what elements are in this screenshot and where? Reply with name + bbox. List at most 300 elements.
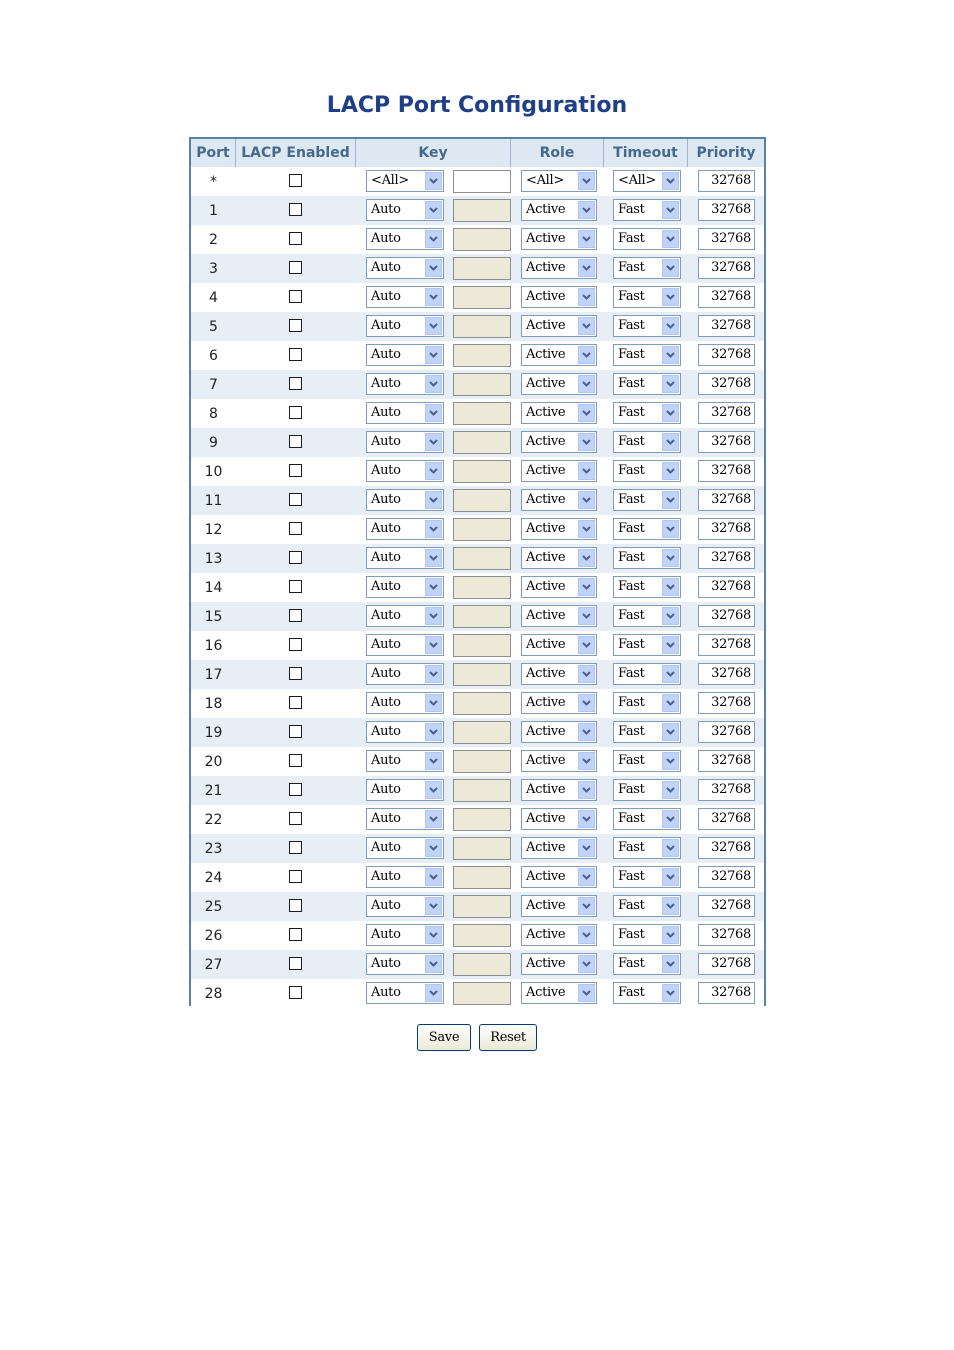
chevron-down-icon[interactable] xyxy=(662,723,679,741)
timeout-select[interactable] xyxy=(613,257,681,279)
key-value-input[interactable] xyxy=(453,924,511,947)
chevron-down-icon[interactable] xyxy=(578,839,595,857)
chevron-down-icon[interactable] xyxy=(425,868,442,886)
chevron-down-icon[interactable] xyxy=(578,288,595,306)
key-select[interactable] xyxy=(366,721,444,743)
chevron-down-icon[interactable] xyxy=(425,259,442,277)
timeout-select[interactable] xyxy=(613,866,681,888)
chevron-down-icon[interactable] xyxy=(662,810,679,828)
key-select[interactable] xyxy=(366,518,444,540)
key-value-input[interactable] xyxy=(453,315,511,338)
port-number: 16 xyxy=(204,638,223,654)
chevron-down-icon[interactable] xyxy=(425,404,442,422)
lacp-enabled-checkbox[interactable] xyxy=(289,725,302,738)
chevron-down-icon[interactable] xyxy=(578,723,595,741)
chevron-down-icon[interactable] xyxy=(662,955,679,973)
priority-input[interactable]: 32768 xyxy=(698,953,755,975)
chevron-down-icon[interactable] xyxy=(662,288,679,306)
priority-input[interactable]: 32768 xyxy=(698,228,755,250)
chevron-down-icon[interactable] xyxy=(578,955,595,973)
role-select[interactable] xyxy=(521,837,597,859)
key-value-input[interactable] xyxy=(453,953,511,976)
priority-input[interactable]: 32768 xyxy=(698,663,755,685)
timeout-select[interactable] xyxy=(613,199,681,221)
key-select-value: Auto xyxy=(371,434,401,449)
key-select[interactable] xyxy=(366,692,444,714)
role-select[interactable] xyxy=(521,228,597,250)
key-value-input[interactable] xyxy=(453,779,511,802)
priority-input[interactable]: 32768 xyxy=(698,547,755,569)
priority-input[interactable]: 32768 xyxy=(698,460,755,482)
chevron-down-icon[interactable] xyxy=(662,375,679,393)
chevron-down-icon[interactable] xyxy=(425,665,442,683)
timeout-select[interactable] xyxy=(613,721,681,743)
role-select[interactable] xyxy=(521,953,597,975)
role-select[interactable] xyxy=(521,982,597,1004)
chevron-down-icon[interactable] xyxy=(662,897,679,915)
chevron-down-icon[interactable] xyxy=(662,317,679,335)
priority-input[interactable]: 32768 xyxy=(698,808,755,830)
port-number: 27 xyxy=(204,957,223,973)
key-value-input[interactable] xyxy=(453,228,511,251)
key-select-value: Auto xyxy=(371,550,401,565)
role-select[interactable] xyxy=(521,402,597,424)
key-select[interactable] xyxy=(366,924,444,946)
priority-input[interactable]: 32768 xyxy=(698,866,755,888)
role-select[interactable] xyxy=(521,518,597,540)
key-select[interactable] xyxy=(366,402,444,424)
role-select[interactable] xyxy=(521,634,597,656)
role-select-value: Active xyxy=(526,753,566,768)
timeout-select[interactable] xyxy=(613,895,681,917)
timeout-select[interactable] xyxy=(613,692,681,714)
chevron-down-icon[interactable] xyxy=(425,288,442,306)
key-value-input[interactable] xyxy=(453,460,511,483)
timeout-select[interactable] xyxy=(613,489,681,511)
priority-input[interactable]: 32768 xyxy=(698,344,755,366)
key-value-input[interactable] xyxy=(453,431,511,454)
priority-input[interactable]: 32768 xyxy=(698,895,755,917)
key-select[interactable] xyxy=(366,228,444,250)
chevron-down-icon[interactable] xyxy=(425,201,442,219)
chevron-down-icon[interactable] xyxy=(662,462,679,480)
chevron-down-icon[interactable] xyxy=(662,607,679,625)
lacp-enabled-checkbox[interactable] xyxy=(289,754,302,767)
key-select[interactable] xyxy=(366,605,444,627)
lacp-enabled-checkbox[interactable] xyxy=(289,551,302,564)
role-select[interactable] xyxy=(521,866,597,888)
lacp-enabled-checkbox[interactable] xyxy=(289,435,302,448)
chevron-down-icon[interactable] xyxy=(578,549,595,567)
timeout-select[interactable] xyxy=(613,605,681,627)
key-select[interactable] xyxy=(366,837,444,859)
lacp-enabled-checkbox[interactable] xyxy=(289,928,302,941)
chevron-down-icon[interactable] xyxy=(662,839,679,857)
role-select[interactable] xyxy=(521,315,597,337)
chevron-down-icon[interactable] xyxy=(425,926,442,944)
key-value-input[interactable] xyxy=(453,257,511,280)
table-row xyxy=(191,457,764,486)
key-select[interactable] xyxy=(366,257,444,279)
role-select[interactable] xyxy=(521,257,597,279)
timeout-select[interactable] xyxy=(613,286,681,308)
header-priority: Priority xyxy=(696,145,756,161)
priority-input[interactable]: 32768 xyxy=(698,315,755,337)
role-select-value: Active xyxy=(526,463,566,478)
priority-input[interactable]: 32768 xyxy=(698,170,755,192)
chevron-down-icon[interactable] xyxy=(578,607,595,625)
key-value-input[interactable] xyxy=(453,837,511,860)
reset-button[interactable]: Reset xyxy=(479,1024,537,1051)
lacp-enabled-checkbox[interactable] xyxy=(289,464,302,477)
lacp-enabled-checkbox[interactable] xyxy=(289,348,302,361)
chevron-down-icon[interactable] xyxy=(578,578,595,596)
chevron-down-icon[interactable] xyxy=(425,752,442,770)
priority-input[interactable]: 32768 xyxy=(698,837,755,859)
priority-input[interactable]: 32768 xyxy=(698,750,755,772)
port-number: 18 xyxy=(204,696,223,712)
table-row xyxy=(191,602,764,631)
timeout-select[interactable] xyxy=(613,779,681,801)
key-value-input[interactable] xyxy=(453,692,511,715)
timeout-select[interactable] xyxy=(613,547,681,569)
role-select[interactable] xyxy=(521,663,597,685)
key-value-input[interactable] xyxy=(453,402,511,425)
chevron-down-icon[interactable] xyxy=(425,520,442,538)
priority-input[interactable]: 32768 xyxy=(698,518,755,540)
chevron-down-icon[interactable] xyxy=(578,781,595,799)
lacp-enabled-checkbox[interactable] xyxy=(289,783,302,796)
port-number: 12 xyxy=(204,522,223,538)
key-select[interactable] xyxy=(366,373,444,395)
timeout-select[interactable] xyxy=(613,315,681,337)
chevron-down-icon[interactable] xyxy=(578,172,595,190)
chevron-down-icon[interactable] xyxy=(425,462,442,480)
chevron-down-icon[interactable] xyxy=(425,433,442,451)
chevron-down-icon[interactable] xyxy=(425,230,442,248)
key-select[interactable] xyxy=(366,663,444,685)
chevron-down-icon[interactable] xyxy=(662,868,679,886)
role-select[interactable] xyxy=(521,924,597,946)
port-number: 3 xyxy=(209,261,218,277)
chevron-down-icon[interactable] xyxy=(578,636,595,654)
key-select[interactable] xyxy=(366,634,444,656)
role-select[interactable] xyxy=(521,344,597,366)
key-select[interactable] xyxy=(366,199,444,221)
key-select[interactable] xyxy=(366,808,444,830)
chevron-down-icon[interactable] xyxy=(662,665,679,683)
priority-input[interactable]: 32768 xyxy=(698,982,755,1004)
chevron-down-icon[interactable] xyxy=(578,897,595,915)
key-select[interactable] xyxy=(366,866,444,888)
port-number: 20 xyxy=(204,754,223,770)
key-value-input[interactable] xyxy=(453,489,511,512)
key-value-input[interactable] xyxy=(453,286,511,309)
chevron-down-icon[interactable] xyxy=(425,607,442,625)
chevron-down-icon[interactable] xyxy=(662,984,679,1002)
lacp-enabled-checkbox[interactable] xyxy=(289,986,302,999)
role-select[interactable] xyxy=(521,808,597,830)
chevron-down-icon[interactable] xyxy=(425,346,442,364)
priority-input[interactable]: 32768 xyxy=(698,489,755,511)
timeout-select[interactable] xyxy=(613,750,681,772)
chevron-down-icon[interactable] xyxy=(425,491,442,509)
key-select[interactable] xyxy=(366,779,444,801)
priority-input[interactable]: 32768 xyxy=(698,402,755,424)
lacp-enabled-checkbox[interactable] xyxy=(289,174,302,187)
timeout-select[interactable] xyxy=(613,373,681,395)
chevron-down-icon[interactable] xyxy=(662,578,679,596)
lacp-enabled-checkbox[interactable] xyxy=(289,406,302,419)
key-value-input[interactable] xyxy=(453,547,511,570)
lacp-enabled-checkbox[interactable] xyxy=(289,667,302,680)
priority-input[interactable]: 32768 xyxy=(698,431,755,453)
chevron-down-icon[interactable] xyxy=(578,810,595,828)
chevron-down-icon[interactable] xyxy=(578,665,595,683)
key-select[interactable] xyxy=(366,953,444,975)
chevron-down-icon[interactable] xyxy=(578,230,595,248)
timeout-select[interactable] xyxy=(613,170,681,192)
chevron-down-icon[interactable] xyxy=(578,462,595,480)
priority-input[interactable]: 32768 xyxy=(698,257,755,279)
chevron-down-icon[interactable] xyxy=(425,839,442,857)
timeout-select[interactable] xyxy=(613,982,681,1004)
key-select[interactable] xyxy=(366,489,444,511)
chevron-down-icon[interactable] xyxy=(578,259,595,277)
chevron-down-icon[interactable] xyxy=(425,694,442,712)
chevron-down-icon[interactable] xyxy=(662,491,679,509)
timeout-select[interactable] xyxy=(613,663,681,685)
lacp-enabled-checkbox[interactable] xyxy=(289,899,302,912)
chevron-down-icon[interactable] xyxy=(425,375,442,393)
chevron-down-icon[interactable] xyxy=(662,201,679,219)
chevron-down-icon[interactable] xyxy=(578,868,595,886)
timeout-select-value: Fast xyxy=(618,318,645,333)
chevron-down-icon[interactable] xyxy=(425,897,442,915)
chevron-down-icon[interactable] xyxy=(662,549,679,567)
priority-input[interactable]: 32768 xyxy=(698,634,755,656)
key-select[interactable] xyxy=(366,344,444,366)
page-title: LACP Port Configuration xyxy=(326,93,628,118)
chevron-down-icon[interactable] xyxy=(425,636,442,654)
chevron-down-icon[interactable] xyxy=(425,810,442,828)
chevron-down-icon[interactable] xyxy=(425,317,442,335)
timeout-select[interactable] xyxy=(613,953,681,975)
role-select[interactable] xyxy=(521,170,597,192)
key-select-value: Auto xyxy=(371,521,401,536)
chevron-down-icon[interactable] xyxy=(662,172,679,190)
priority-input[interactable]: 32768 xyxy=(698,576,755,598)
lacp-enabled-checkbox[interactable] xyxy=(289,493,302,506)
save-button[interactable]: Save xyxy=(417,1024,471,1051)
key-value-input[interactable] xyxy=(453,866,511,889)
chevron-down-icon[interactable] xyxy=(425,578,442,596)
key-select[interactable] xyxy=(366,750,444,772)
chevron-down-icon[interactable] xyxy=(578,375,595,393)
chevron-down-icon[interactable] xyxy=(662,230,679,248)
key-select[interactable] xyxy=(366,982,444,1004)
chevron-down-icon[interactable] xyxy=(662,636,679,654)
lacp-enabled-checkbox[interactable] xyxy=(289,580,302,593)
chevron-down-icon[interactable] xyxy=(662,404,679,422)
timeout-select[interactable] xyxy=(613,518,681,540)
key-value-input[interactable] xyxy=(453,808,511,831)
lacp-enabled-checkbox[interactable] xyxy=(289,812,302,825)
key-select[interactable] xyxy=(366,431,444,453)
chevron-down-icon[interactable] xyxy=(425,172,442,190)
role-select[interactable] xyxy=(521,576,597,598)
chevron-down-icon[interactable] xyxy=(578,752,595,770)
key-select[interactable] xyxy=(366,576,444,598)
timeout-select-value: Fast xyxy=(618,521,645,536)
role-select[interactable] xyxy=(521,373,597,395)
role-select-value: Active xyxy=(526,318,566,333)
role-select-value: Active xyxy=(526,782,566,797)
lacp-enabled-checkbox[interactable] xyxy=(289,638,302,651)
priority-input[interactable]: 32768 xyxy=(698,924,755,946)
key-value-input[interactable] xyxy=(453,982,511,1005)
timeout-select[interactable] xyxy=(613,808,681,830)
key-value-input[interactable] xyxy=(453,663,511,686)
lacp-enabled-checkbox[interactable] xyxy=(289,232,302,245)
chevron-down-icon[interactable] xyxy=(425,781,442,799)
key-value-input[interactable] xyxy=(453,750,511,773)
port-number: 13 xyxy=(204,551,223,567)
role-select[interactable] xyxy=(521,431,597,453)
key-select-value: Auto xyxy=(371,782,401,797)
chevron-down-icon[interactable] xyxy=(425,955,442,973)
timeout-select[interactable] xyxy=(613,402,681,424)
port-number: 4 xyxy=(209,290,218,306)
timeout-select[interactable] xyxy=(613,460,681,482)
priority-input[interactable]: 32768 xyxy=(698,373,755,395)
chevron-down-icon[interactable] xyxy=(578,984,595,1002)
chevron-down-icon[interactable] xyxy=(662,259,679,277)
table-row xyxy=(191,776,764,805)
timeout-select[interactable] xyxy=(613,837,681,859)
role-select-value: Active xyxy=(526,666,566,681)
port-number: 10 xyxy=(204,464,223,480)
timeout-select[interactable] xyxy=(613,344,681,366)
timeout-select-value: Fast xyxy=(618,492,645,507)
port-number: 14 xyxy=(204,580,223,596)
header-timeout: Timeout xyxy=(604,139,688,167)
chevron-down-icon[interactable] xyxy=(578,491,595,509)
role-select[interactable] xyxy=(521,895,597,917)
priority-input[interactable]: 32768 xyxy=(698,779,755,801)
role-select[interactable] xyxy=(521,489,597,511)
key-value-input[interactable] xyxy=(453,576,511,599)
role-select[interactable] xyxy=(521,605,597,627)
timeout-select[interactable] xyxy=(613,634,681,656)
lacp-enabled-checkbox[interactable] xyxy=(289,696,302,709)
role-select[interactable] xyxy=(521,286,597,308)
chevron-down-icon[interactable] xyxy=(578,201,595,219)
role-select[interactable] xyxy=(521,199,597,221)
chevron-down-icon[interactable] xyxy=(662,346,679,364)
key-select[interactable] xyxy=(366,170,444,192)
timeout-select[interactable] xyxy=(613,228,681,250)
key-select[interactable] xyxy=(366,547,444,569)
lacp-enabled-checkbox[interactable] xyxy=(289,870,302,883)
lacp-enabled-checkbox[interactable] xyxy=(289,957,302,970)
table-row xyxy=(191,892,764,921)
lacp-enabled-checkbox[interactable] xyxy=(289,841,302,854)
key-value-input[interactable] xyxy=(453,518,511,541)
chevron-down-icon[interactable] xyxy=(578,346,595,364)
role-select[interactable] xyxy=(521,692,597,714)
lacp-enabled-checkbox[interactable] xyxy=(289,609,302,622)
role-select[interactable] xyxy=(521,721,597,743)
chevron-down-icon[interactable] xyxy=(662,694,679,712)
chevron-down-icon[interactable] xyxy=(425,723,442,741)
key-select-value: Auto xyxy=(371,202,401,217)
key-value-input[interactable] xyxy=(453,605,511,628)
key-select[interactable] xyxy=(366,895,444,917)
chevron-down-icon[interactable] xyxy=(662,781,679,799)
lacp-enabled-checkbox[interactable] xyxy=(289,261,302,274)
chevron-down-icon[interactable] xyxy=(578,404,595,422)
chevron-down-icon[interactable] xyxy=(662,926,679,944)
chevron-down-icon[interactable] xyxy=(578,433,595,451)
key-select[interactable] xyxy=(366,286,444,308)
timeout-select-value: Fast xyxy=(618,376,645,391)
key-value-input[interactable] xyxy=(453,344,511,367)
key-value-input[interactable] xyxy=(453,634,511,657)
lacp-enabled-checkbox[interactable] xyxy=(289,203,302,216)
key-select-value: Auto xyxy=(371,376,401,391)
lacp-enabled-checkbox[interactable] xyxy=(289,522,302,535)
priority-input[interactable]: 32768 xyxy=(698,605,755,627)
chevron-down-icon[interactable] xyxy=(578,926,595,944)
priority-input[interactable]: 32768 xyxy=(698,692,755,714)
key-value-input[interactable] xyxy=(453,170,511,193)
priority-input[interactable]: 32768 xyxy=(698,721,755,743)
timeout-select[interactable] xyxy=(613,924,681,946)
key-value-input[interactable] xyxy=(453,373,511,396)
chevron-down-icon[interactable] xyxy=(662,433,679,451)
role-select[interactable] xyxy=(521,547,597,569)
chevron-down-icon[interactable] xyxy=(662,752,679,770)
priority-input[interactable]: 32768 xyxy=(698,199,755,221)
timeout-select[interactable] xyxy=(613,431,681,453)
port-number: * xyxy=(210,174,217,190)
role-select-value: Active xyxy=(526,608,566,623)
key-value-input[interactable] xyxy=(453,721,511,744)
key-select[interactable] xyxy=(366,460,444,482)
lacp-enabled-checkbox[interactable] xyxy=(289,377,302,390)
chevron-down-icon[interactable] xyxy=(425,984,442,1002)
key-select[interactable] xyxy=(366,315,444,337)
lacp-enabled-checkbox[interactable] xyxy=(289,319,302,332)
key-select-value: Auto xyxy=(371,985,401,1000)
chevron-down-icon[interactable] xyxy=(578,520,595,538)
role-select[interactable] xyxy=(521,750,597,772)
port-number: 15 xyxy=(204,609,223,625)
role-select[interactable] xyxy=(521,460,597,482)
key-value-input[interactable] xyxy=(453,895,511,918)
chevron-down-icon[interactable] xyxy=(578,694,595,712)
priority-input[interactable]: 32768 xyxy=(698,286,755,308)
chevron-down-icon[interactable] xyxy=(425,549,442,567)
key-value-input[interactable] xyxy=(453,199,511,222)
chevron-down-icon[interactable] xyxy=(578,317,595,335)
table-row xyxy=(191,225,764,254)
role-select[interactable] xyxy=(521,779,597,801)
timeout-select[interactable] xyxy=(613,576,681,598)
lacp-enabled-checkbox[interactable] xyxy=(289,290,302,303)
chevron-down-icon[interactable] xyxy=(662,520,679,538)
